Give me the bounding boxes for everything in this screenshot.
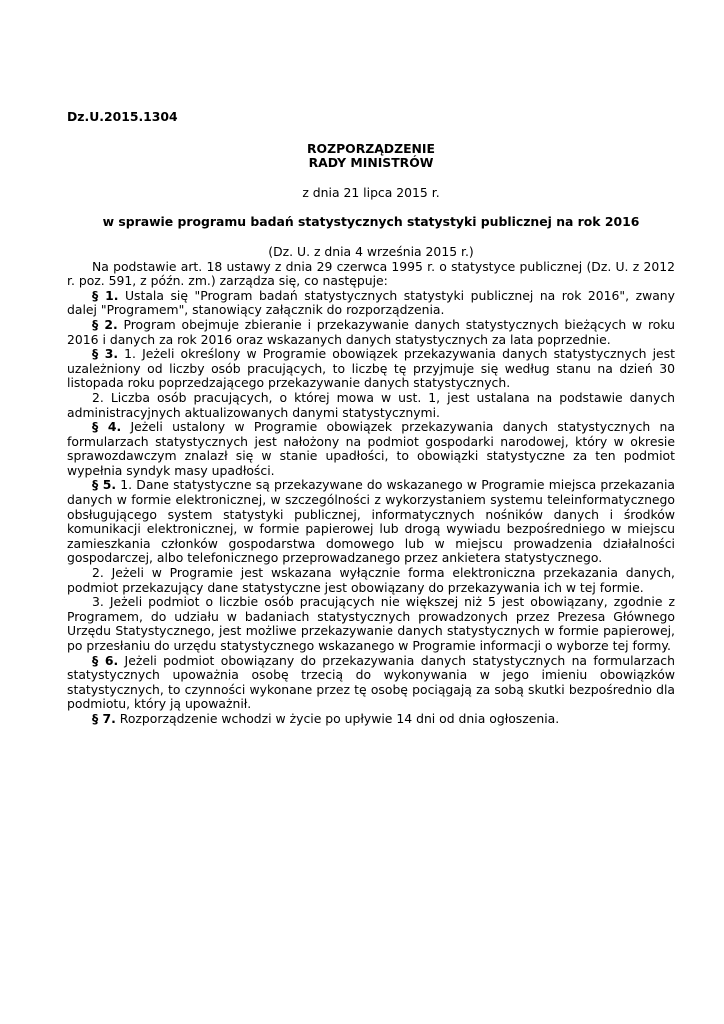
section-5-paragraph-2: 2. Jeżeli w Programie jest wskazana wyłącznie forma elektroniczna przekazania danych, podmiot przekazujący dane statystyczne jest obowiązany do przekazywania ich w tej formie. [67, 565, 675, 595]
document-title [67, 142, 675, 171]
document-type-line1: ROZPORZĄDZENIE [307, 140, 435, 156]
section-5-paragraph-1: 1. Dane statystyczne są przekazywane do wskazanego w Programie miejsca przekazania danych w formie elektronicznej, w szczególności z wykorzystaniem systemu teleinformatycznego obsługującego system statystyki publicznej, informatycznych nośników danych i środków komunikacji elektronicznej, w formie papierowej lub drogą wywiadu bezpośredniego w miejscu zamieszkania członków gospodarstwa domowego lub w miejscu prowadzenia działalności gospodarczej, albo telefonicznego przeprowadzanego przez ankietera statystycznego. [67, 477, 675, 566]
section-2-number: § 2. [92, 316, 118, 332]
section-2 [67, 318, 675, 347]
section-1-number: § 1. [92, 287, 119, 303]
section-7 [67, 712, 675, 727]
section-5-paragraph-3: 3. Jeżeli podmiot o liczbie osób pracujących nie większej niż 5 jest obowiązany, zgodnie z Programem, do udziału w badaniach statystycznych prowadzonych przez Prezesa Głównego Urzędu Statystycznego, jest możliwe przekazywanie danych statystycznych w formie papierowej, po przesłaniu do urzędu statystycznego wskazanego w Programie informacji o wyborze tej formy. [67, 594, 675, 653]
section-5-number: § 5. [92, 477, 117, 493]
document-subject: w sprawie programu badań statystycznych statystyki publicznej na rok 2016 [102, 214, 640, 230]
publication-note: (Dz. U. z dnia 4 września 2015 r.) [268, 243, 474, 259]
section-2-text: Program obejmuje zbieranie i przekazywanie danych statystycznych bieżących w roku 2016 i danych za rok 2016 oraz wskazanych danych statystycznych za lata poprzednie. [67, 316, 675, 347]
section-6 [67, 654, 675, 712]
section-5 [67, 478, 675, 566]
section-3-number: § 3. [92, 346, 119, 362]
journal-reference: Dz.U.2015.1304 [67, 109, 178, 124]
document-type-line2: RADY MINISTRÓW [308, 155, 434, 171]
section-4-number: § 4. [92, 419, 122, 435]
section-3-paragraph-1: 1. Jeżeli określony w Programie obowiązek przekazywania danych statystycznych jest uzależniony od liczby osób pracujących, to liczbę tę przyjmuje się według stanu na dzień 30 listopada roku poprzedzającego przekazywanie danych statystycznych. [67, 346, 675, 391]
legal-basis-paragraph: Na podstawie art. 18 ustawy z dnia 29 czerwca 1995 r. o statystyce publicznej (Dz. U. z 2012 r. poz. 591, z późn. zm.) zarządza się, co następuje: [67, 258, 675, 289]
document-date: z dnia 21 lipca 2015 r. [302, 184, 440, 200]
section-7-text: Rozporządzenie wchodzi w życie po upływie 14 dni od dnia ogłoszenia. [119, 710, 560, 726]
section-6-number: § 6. [92, 652, 119, 668]
section-4 [67, 420, 675, 478]
section-3 [67, 347, 675, 391]
section-1-text: Ustala się "Program badań statystycznych statystyki publicznej na rok 2016", zwany dalej "Programem", stanowiący załącznik do rozporządzenia. [67, 287, 675, 318]
document-content [67, 110, 675, 727]
section-6-text: Jeżeli podmiot obowiązany do przekazywania danych statystycznych na formularzach statystycznych upoważnia osobę trzecią do wykonywania w jego imieniu obowiązków statystycznych, to czynności wykonane przez tę osobę pociągają za sobą skutki bezpośrednio dla podmiotu, który ją upoważnił. [67, 652, 675, 712]
section-3-paragraph-2: 2. Liczba osób pracujących, o której mowa w ust. 1, jest ustalana na podstawie danych administracyjnych aktualizowanych danymi statystycznymi. [67, 389, 675, 420]
section-1 [67, 289, 675, 318]
section-7-number: § 7. [92, 710, 116, 726]
section-4-text: Jeżeli ustalony w Programie obowiązek przekazywania danych statystycznych na formularzach statystycznych jest nałożony na podmiot gospodarki narodowej, który w okresie sprawozdawczym znalazł się w stanie upadłości, to obowiązki statystyczne za ten podmiot wypełnia syndyk masy upadłości. [67, 419, 675, 478]
